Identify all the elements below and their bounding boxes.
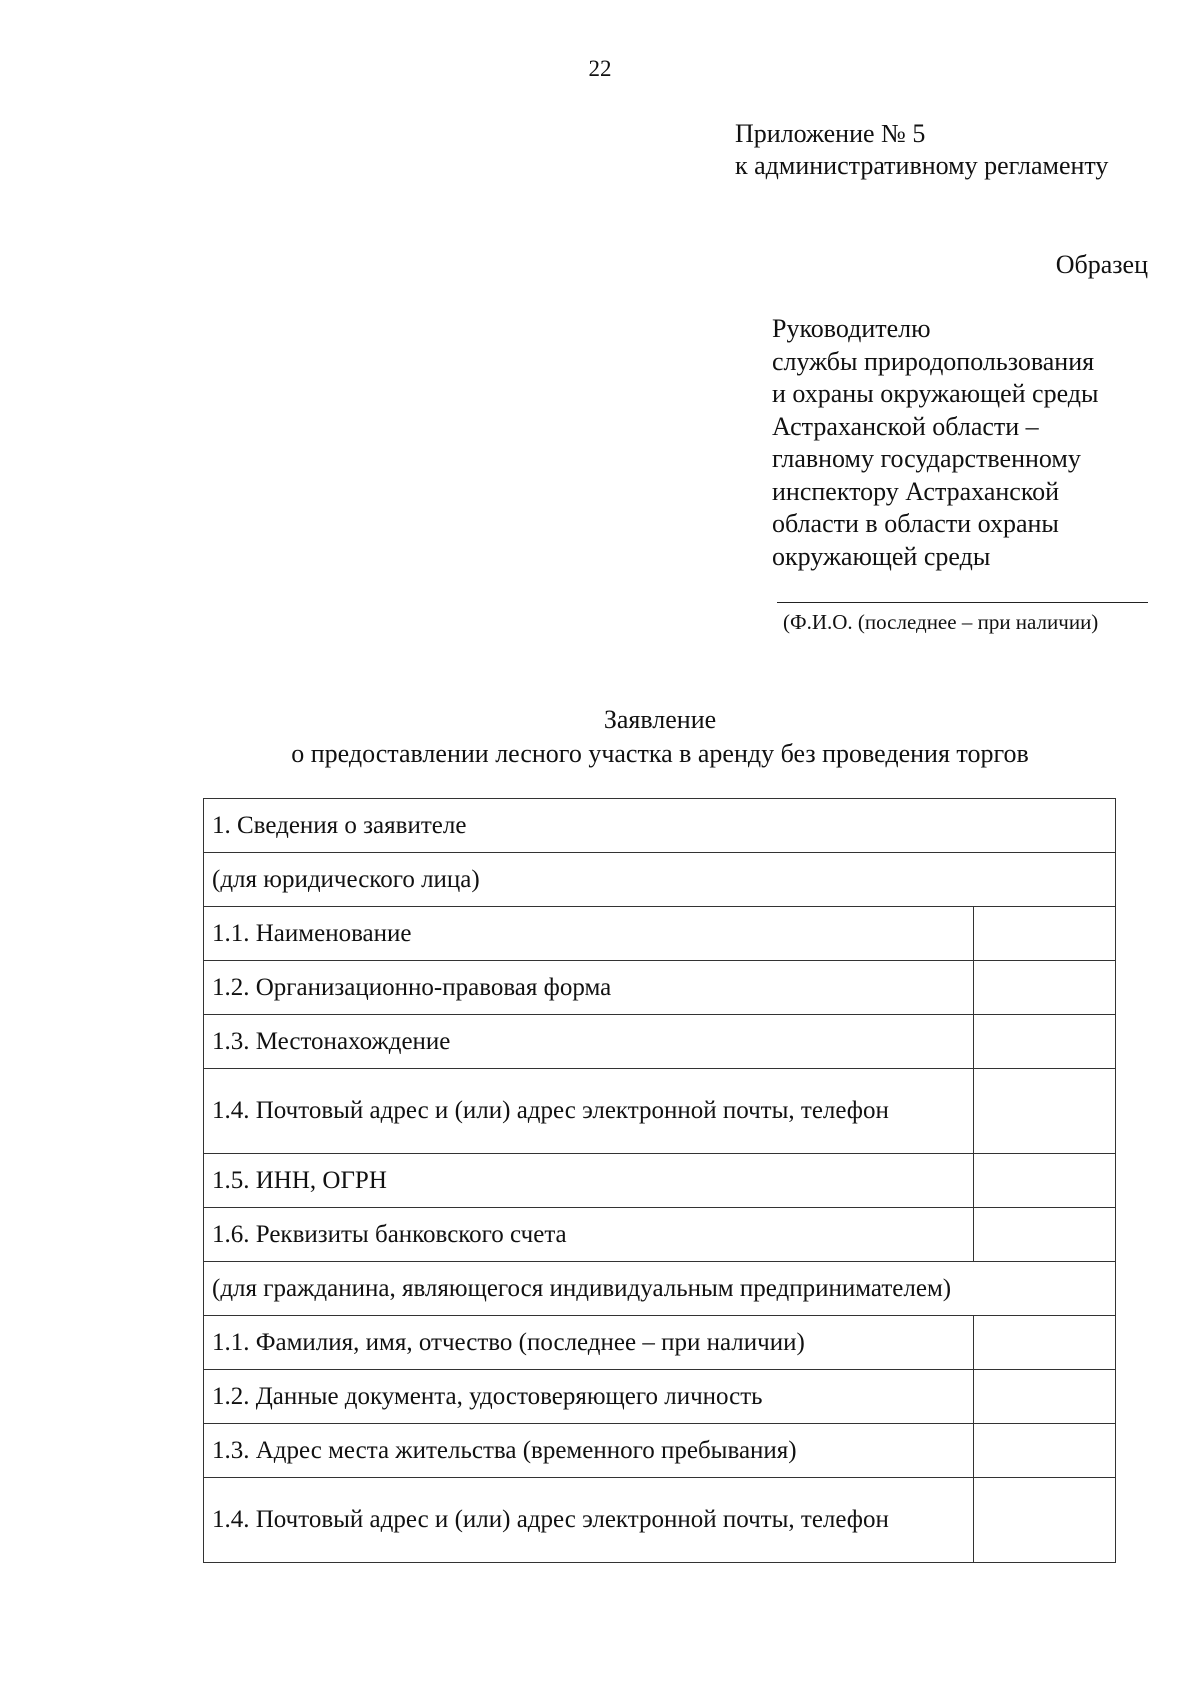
document-title-subject: о предоставлении лесного участка в аренду без проведения торгов	[291, 739, 1029, 768]
document-title	[0, 703, 1200, 771]
field-label: 1.2. Организационно-правовая форма	[204, 961, 974, 1015]
appendix-number: Приложение № 5	[735, 119, 926, 148]
field-label: 1.4. Почтовый адрес и (или) адрес электронной почты, телефон	[204, 1069, 974, 1154]
field-label: 1.6. Реквизиты банковского счета	[204, 1208, 974, 1262]
table-row	[204, 1262, 1116, 1316]
addressee-line: окружающей среды	[772, 541, 991, 571]
addressee-line: области в области охраны	[772, 509, 1059, 538]
field-label: 1.3. Местонахождение	[204, 1015, 974, 1069]
table-row	[204, 961, 1116, 1015]
page-number: 22	[588, 56, 612, 81]
legal-name-input-cell[interactable]	[973, 907, 1115, 961]
id-document-input-cell[interactable]	[973, 1370, 1115, 1424]
applicant-info-table	[203, 798, 1116, 1563]
addressee-line: службы природопользования	[772, 346, 1095, 376]
field-label: 1.2. Данные документа, удостоверяющего личность	[204, 1370, 974, 1424]
table-row	[204, 1478, 1116, 1563]
postal-address-input-cell[interactable]	[973, 1069, 1115, 1154]
table-row	[204, 1069, 1116, 1154]
sample-label: Образец	[1055, 250, 1148, 279]
addressee-line: и охраны окружающей среды	[772, 379, 1099, 408]
addressee-line: инспектору Астраханской	[772, 476, 1060, 506]
residence-address-input-cell[interactable]	[973, 1424, 1115, 1478]
table-row	[204, 1208, 1116, 1262]
legal-form-input-cell[interactable]	[973, 961, 1115, 1015]
field-label: 1.1. Фамилия, имя, отчество (последнее – при наличии)	[204, 1316, 974, 1370]
table-row	[204, 1154, 1116, 1208]
table-row	[204, 907, 1116, 961]
location-input-cell[interactable]	[973, 1015, 1115, 1069]
table-row	[204, 1015, 1116, 1069]
addressee-line: Астраханской области –	[772, 411, 1039, 441]
table-row	[204, 799, 1116, 853]
entrepreneur-header: (для гражданина, являющегося индивидуальным предпринимателем)	[204, 1262, 1116, 1316]
entrepreneur-postal-address-input-cell[interactable]	[973, 1478, 1115, 1563]
fio-caption: (Ф.И.О. (последнее – при наличии)	[783, 610, 1099, 634]
addressee-line: Руководителю	[772, 314, 931, 343]
inn-ogrn-input-cell[interactable]	[973, 1154, 1115, 1208]
table-row	[204, 1316, 1116, 1370]
field-label: 1.5. ИНН, ОГРН	[204, 1154, 974, 1208]
legal-entity-header: (для юридического лица)	[204, 853, 1116, 907]
field-label: 1.4. Почтовый адрес и (или) адрес электронной почты, телефон	[204, 1478, 974, 1563]
full-name-input-cell[interactable]	[973, 1316, 1115, 1370]
addressee-block	[772, 313, 1098, 573]
fio-signature-line[interactable]	[777, 602, 1148, 603]
bank-details-input-cell[interactable]	[973, 1208, 1115, 1262]
document-title-main: Заявление	[603, 705, 717, 734]
appendix-reference	[735, 118, 1108, 182]
table-row	[204, 1370, 1116, 1424]
field-label: 1.3. Адрес места жительства (временного пребывания)	[204, 1424, 974, 1478]
appendix-regulation: к административному регламенту	[735, 151, 1109, 180]
table-row	[204, 1424, 1116, 1478]
section-header: 1. Сведения о заявителе	[204, 799, 1116, 853]
field-label: 1.1. Наименование	[204, 907, 974, 961]
table-row	[204, 853, 1116, 907]
addressee-line: главному государственному	[772, 444, 1081, 473]
